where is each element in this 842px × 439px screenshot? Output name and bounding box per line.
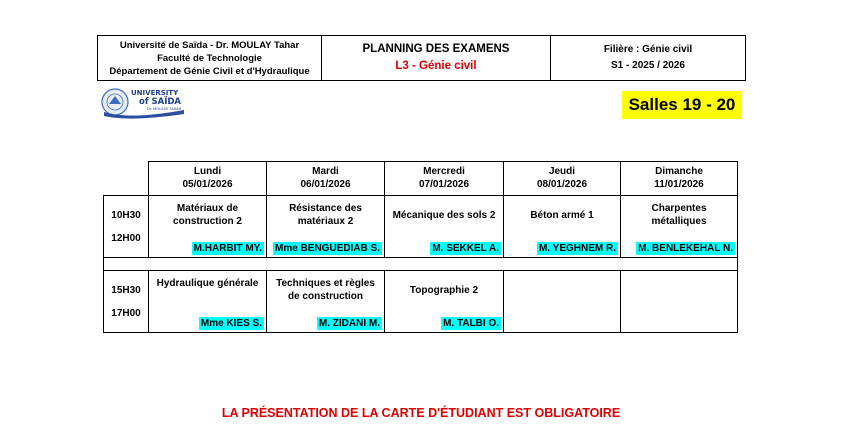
- exam-teacher: M. YEGHNEM R.: [538, 243, 616, 254]
- exam-teacher: M. ZIDANI M.: [318, 318, 380, 329]
- university-logo: [100, 86, 188, 120]
- exam-teacher: M. SEKKEL A.: [432, 243, 499, 254]
- exam-teacher: M.HARBIT MY.: [193, 243, 262, 254]
- exam-teacher: M. BENLEKEHAL N.: [638, 243, 733, 254]
- day-date: 11/01/2026: [654, 179, 704, 190]
- day-header: [385, 162, 504, 196]
- exam-teacher: Mme KIES S.: [200, 318, 262, 329]
- exam-cell: [267, 271, 385, 333]
- day-header: [149, 162, 267, 196]
- exam-cell: [267, 196, 385, 258]
- svg-text:of SAÏDA: of SAÏDA: [139, 97, 181, 107]
- day-header: [504, 162, 621, 196]
- exam-subject: Résistance des matériaux 2: [289, 203, 362, 227]
- slot-end: 17H00: [111, 308, 141, 319]
- university-name: Université de Saïda - Dr. MOULAY Tahar: [119, 39, 300, 51]
- exam-subject: Charpentes métalliques: [651, 203, 707, 227]
- exam-cell: [149, 196, 267, 258]
- exam-cell: [385, 196, 504, 258]
- exam-schedule-table: [103, 161, 738, 333]
- header-box: [97, 35, 746, 81]
- slot-row-morning: [104, 196, 738, 258]
- day-name: Dimanche: [655, 166, 703, 177]
- day-name: Jeudi: [548, 166, 576, 177]
- svg-text:Dr. MOULAY TAHAR: Dr. MOULAY TAHAR: [147, 107, 182, 111]
- exam-subject: Topographie 2: [409, 285, 479, 296]
- exam-cell: [504, 196, 621, 258]
- exam-subject: Béton armé 1: [530, 210, 594, 221]
- exam-teacher: M. TALBI O.: [443, 318, 499, 329]
- separator-cell: [104, 258, 738, 271]
- day-header: [267, 162, 385, 196]
- level-title: L3 - Génie civil: [395, 60, 477, 72]
- page-title: PLANNING DES EXAMENS: [362, 43, 510, 55]
- day-date: 07/01/2026: [418, 179, 470, 190]
- time-cell: [104, 196, 149, 258]
- semester-label: S1 - 2025 / 2026: [611, 60, 685, 71]
- exam-cell: [621, 196, 738, 258]
- exam-cell: [385, 271, 504, 333]
- day-date: 05/01/2026: [182, 179, 233, 190]
- student-card-notice: LA PRÉSENTATION DE LA CARTE D'ÉTUDIANT EST OBLIGATOIRE: [221, 406, 621, 420]
- exam-subject: Matériaux de construction 2: [173, 203, 242, 227]
- exam-cell: [149, 271, 267, 333]
- title-cell: [322, 36, 551, 80]
- day-date: 06/01/2026: [300, 179, 351, 190]
- separator-row: [104, 258, 738, 271]
- day-header: [621, 162, 738, 196]
- time-cell: [104, 271, 149, 333]
- exam-teacher: Mme BENGUEDIAB S.: [274, 243, 380, 254]
- corner-cell: [104, 162, 149, 196]
- day-header-row: [104, 162, 738, 196]
- faculty-name: Faculté de Technologie: [157, 52, 262, 64]
- empty-exam-cell: [504, 271, 621, 333]
- institution-cell: [98, 36, 322, 80]
- slot-end: 12H00: [111, 233, 141, 244]
- exam-subject: Techniques et règles de construction: [276, 278, 375, 302]
- svg-text:UNIVERSITY: UNIVERSITY: [131, 89, 179, 97]
- slot-start: 10H30: [111, 210, 141, 221]
- filiere-cell: [551, 36, 745, 80]
- empty-exam-cell: [621, 271, 738, 333]
- day-name: Mardi: [312, 166, 339, 177]
- day-date: 08/01/2026: [536, 179, 588, 190]
- slot-start: 15H30: [111, 285, 141, 296]
- filiere-label: Filière : Génie civil: [603, 44, 693, 55]
- day-name: Lundi: [193, 166, 222, 177]
- exam-subject: Hydraulique générale: [156, 278, 259, 289]
- department-name: Département de Génie Civil et d'Hydraulique: [109, 65, 310, 77]
- exam-subject: Mécanique des sols 2: [392, 210, 496, 221]
- slot-row-afternoon: [104, 271, 738, 333]
- day-name: Mercredi: [423, 166, 465, 177]
- rooms-badge: Salles 19 - 20: [622, 91, 742, 119]
